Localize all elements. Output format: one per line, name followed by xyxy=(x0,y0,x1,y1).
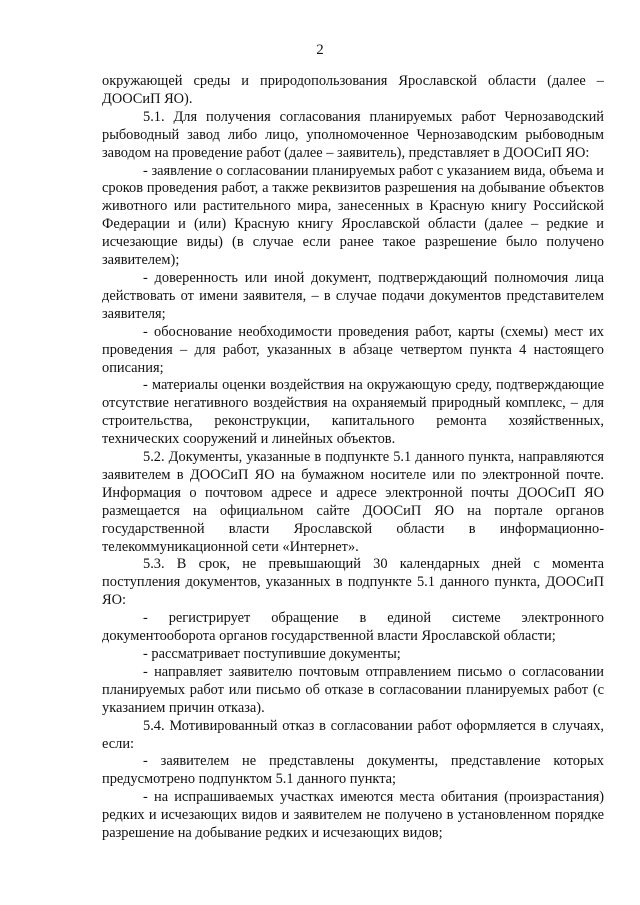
paragraph-continuation: окружающей среды и природопользования Ярославской области (далее – ДООСиП ЯО). xyxy=(102,73,604,107)
page-number: 2 xyxy=(316,42,324,58)
paragraph-5-4: 5.4. Мотивированный отказ в согласовании работ оформляется в случаях, если: xyxy=(102,717,604,752)
list-item-application: - заявление о согласовании планируемых работ с указанием вида, объема и сроков проведения работ, а также реквизитов разрешения на добывание объектов животного или растительного мира, занесенных в Красную книгу Российской Федерации и (или) Красную книгу Ярославской области (далее – редкие и исчезающие виды) (в случае если ранее такое разрешение было получено заявителем); xyxy=(102,162,604,269)
list-item-registers: - регистрирует обращение в единой системе электронного документооборота органов государственной власти Ярославской области; xyxy=(102,610,604,645)
paragraph-5-1: 5.1. Для получения согласования планируемых работ Чернозаводский рыбоводный завод либо лицо, уполномоченное Чернозаводским рыбоводным заводом на проведение работ (далее – заявитель), представляет в ДООСиП ЯО: xyxy=(102,108,604,161)
list-item-impact-assessment: - материалы оценки воздействия на окружающую среду, подтверждающие отсутствие негативного воздействия на охраняемый природный комплекс, – для строительства, реконструкции, капитального ремонта хозяйственных, технических сооружений и линейных объектов. xyxy=(102,377,604,448)
list-item-reviews: - рассматривает поступившие документы; xyxy=(143,646,401,662)
list-item-rare-species-habitat: - на испрашиваемых участках имеются места обитания (произрастания) редких и исчезающих видов и заявителем не получено в установленном порядке разрешение на добывание редких и исчезающих видов; xyxy=(102,789,604,842)
list-item-sends-letter: - направляет заявителю почтовым отправлением письмо о согласовании планируемых работ или письмо об отказе в согласовании планируемых работ (с указанием причин отказа). xyxy=(102,663,604,716)
document-body xyxy=(102,73,604,843)
list-item-power-of-attorney: - доверенность или иной документ, подтверждающий полномочия лица действовать от имени заявителя, – в случае подачи документов представителем заявителя; xyxy=(102,269,604,322)
paragraph-5-2: 5.2. Документы, указанные в подпункте 5.1 данного пункта, направляются заявителем в ДООСиП ЯО на бумажном носителе или по электронной почте. Информация о почтовом адресе и адресе электронной почты ДООСиП ЯО размещается на официальном сайте ДООСиП ЯО на портале органов государственной власти Ярославской области в информационно-телекоммуникационной сети «Интернет». xyxy=(102,449,604,555)
list-item-justification: - обоснование необходимости проведения работ, карты (схемы) мест их проведения – для работ, указанных в абзаце четвертом пункта 4 настоящего описания; xyxy=(102,323,604,376)
list-item-missing-documents: - заявителем не представлены документы, представление которых предусмотрено подпунктом 5.1 данного пункта; xyxy=(102,753,604,788)
paragraph-5-3: 5.3. В срок, не превышающий 30 календарных дней с момента поступления документов, указанных в подпункте 5.1 данного пункта, ДООСиП ЯО: xyxy=(102,556,604,609)
